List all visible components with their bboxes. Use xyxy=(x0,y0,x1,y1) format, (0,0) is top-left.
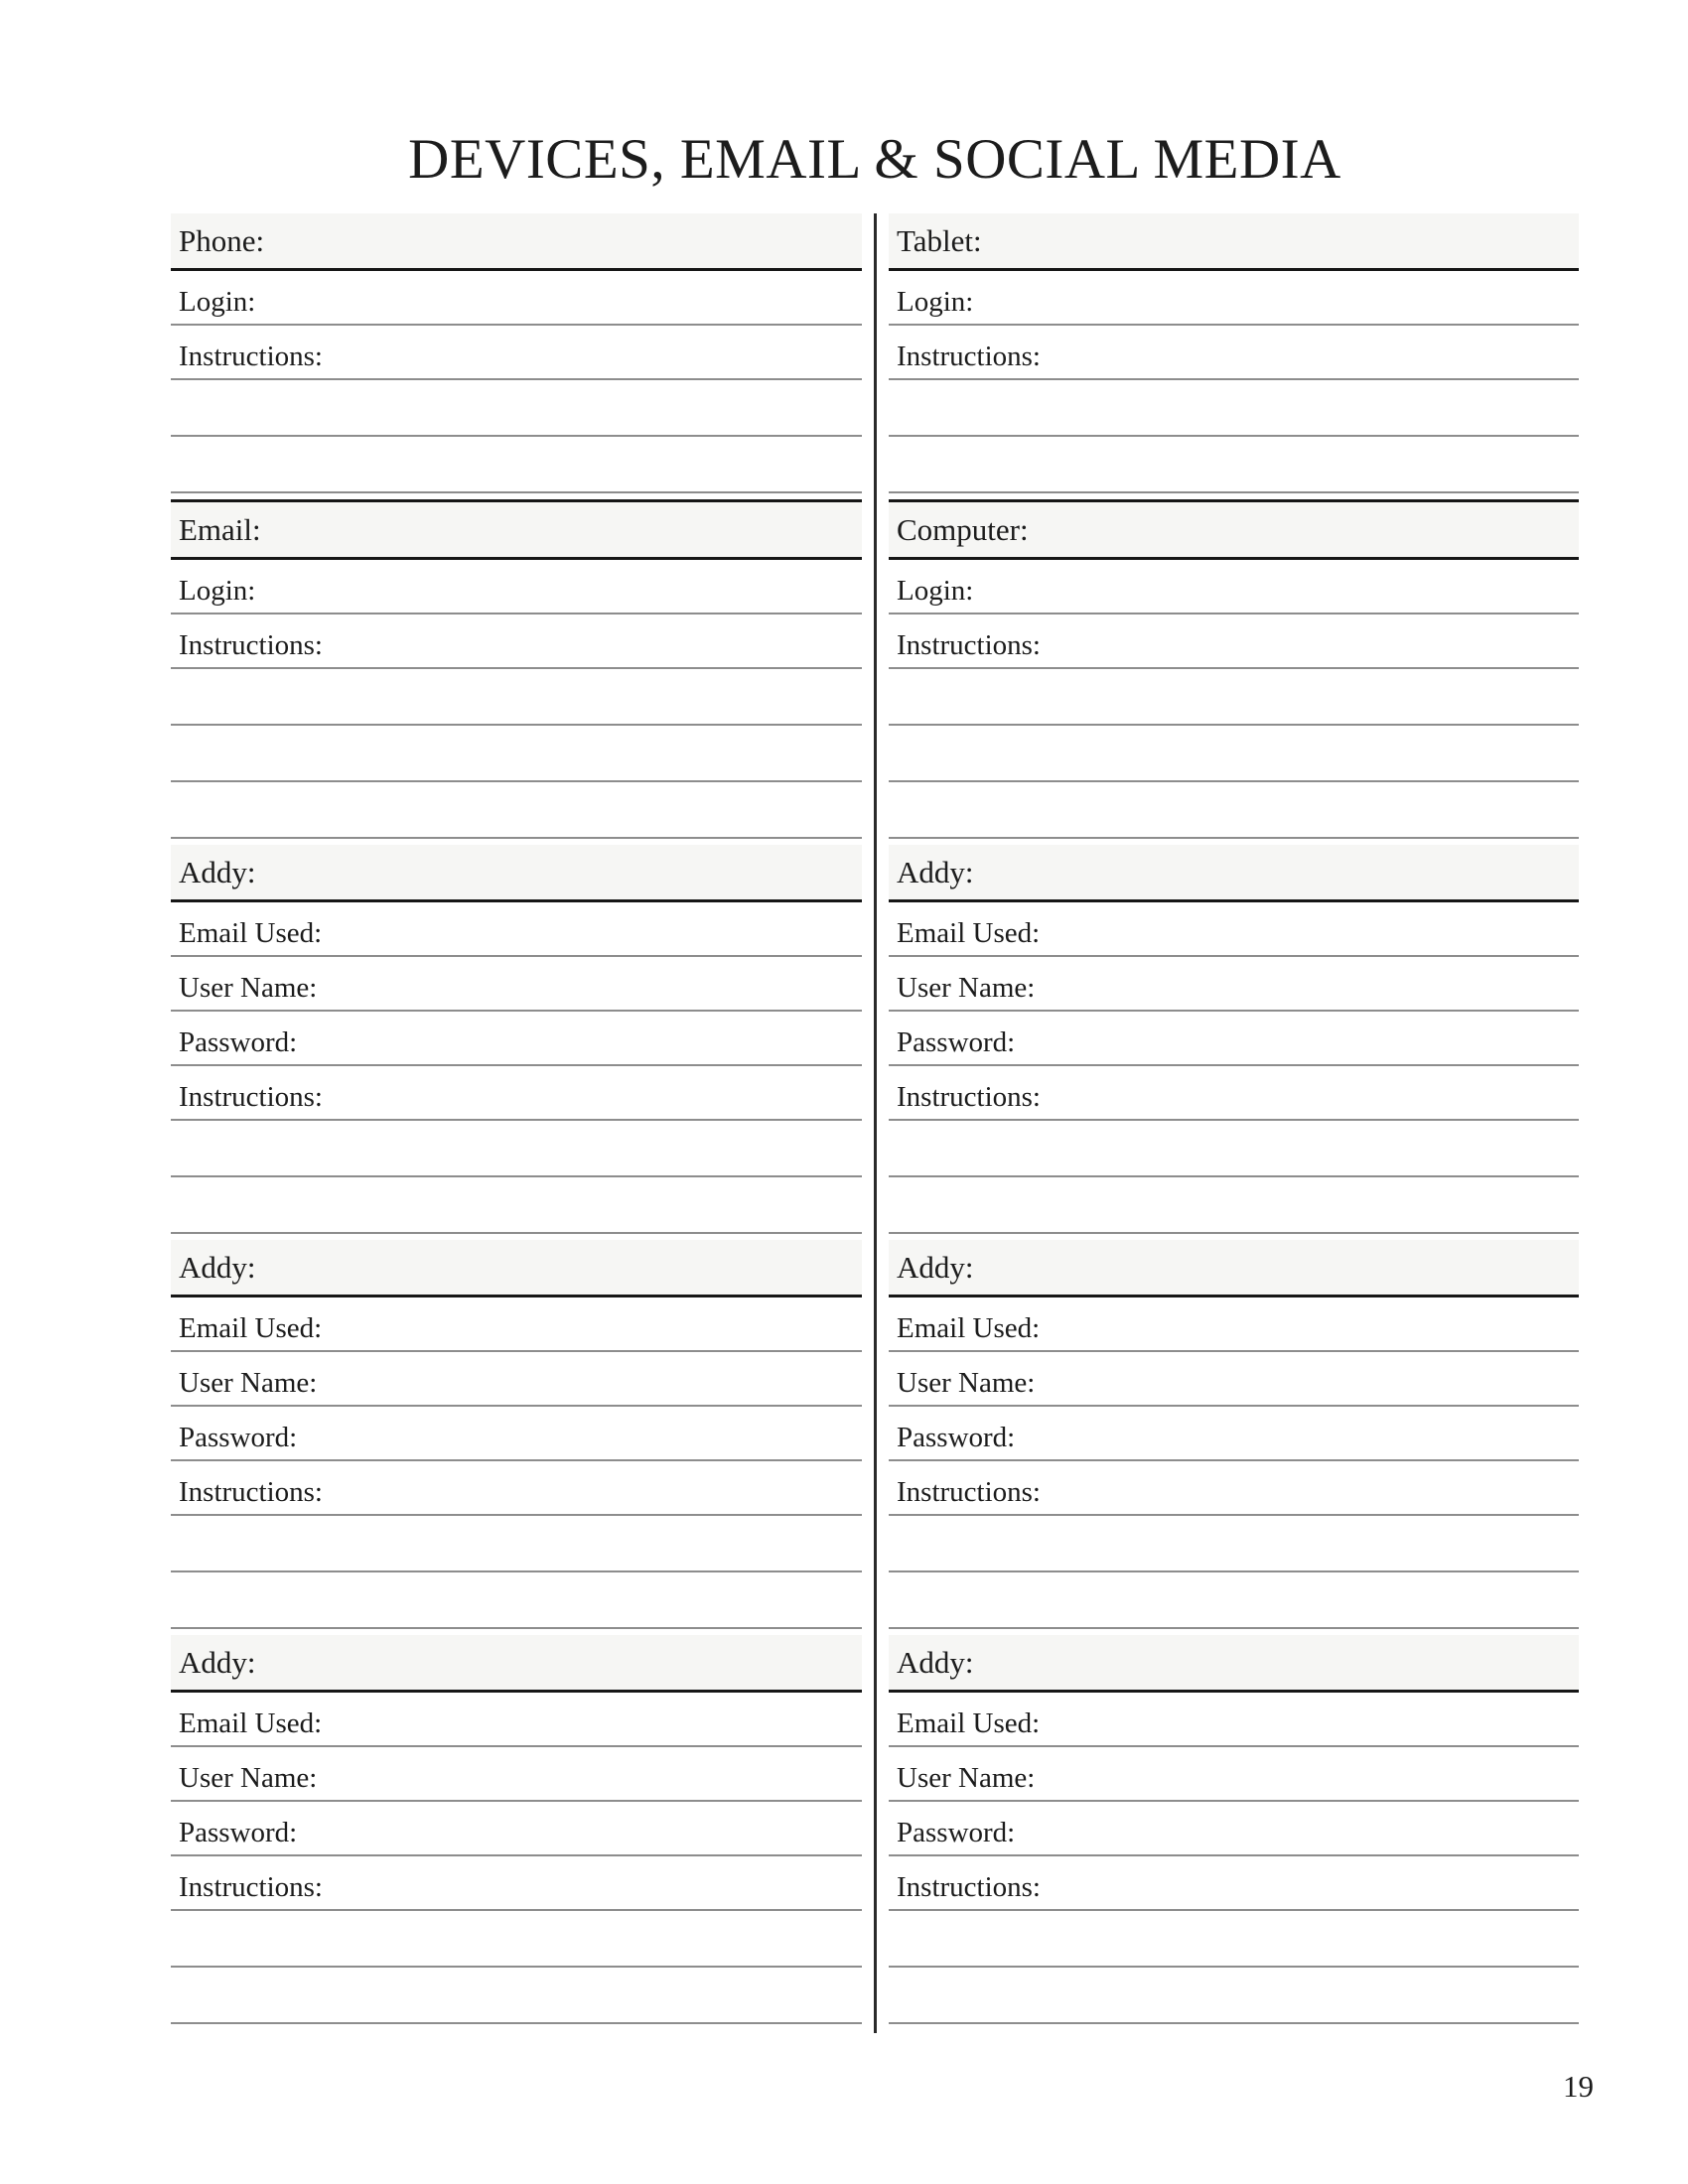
section-heading xyxy=(889,845,1579,902)
field-label: Password: xyxy=(179,1026,298,1058)
field-row-instructions xyxy=(171,1856,862,1911)
field-row-instructions xyxy=(889,614,1579,669)
field-label: Email Used: xyxy=(897,917,1041,949)
left-column xyxy=(171,213,862,2024)
section-heading xyxy=(889,1240,1579,1297)
field-row-password xyxy=(889,1407,1579,1461)
section-heading xyxy=(889,499,1579,560)
blank-write-line xyxy=(171,1911,862,1968)
blank-write-line xyxy=(889,1572,1579,1629)
section-heading-label: Phone: xyxy=(179,222,265,258)
blank-write-line xyxy=(171,1177,862,1234)
field-label: Email Used: xyxy=(179,1707,323,1739)
field-label: Password: xyxy=(897,1817,1016,1848)
blank-write-line xyxy=(171,1968,862,2024)
blank-write-line xyxy=(889,1911,1579,1968)
section-heading xyxy=(171,1240,862,1297)
field-row-user-name xyxy=(171,957,862,1012)
blank-write-line xyxy=(889,669,1579,726)
section-heading xyxy=(171,1635,862,1693)
section-heading-label: Addy: xyxy=(179,1644,256,1680)
field-label: Login: xyxy=(179,575,256,607)
field-label: Instructions: xyxy=(179,1476,323,1508)
field-label: Instructions: xyxy=(897,341,1041,372)
section-addy xyxy=(889,845,1579,1234)
blank-write-line xyxy=(889,782,1579,839)
field-label: Instructions: xyxy=(897,1081,1041,1113)
field-row-password xyxy=(171,1012,862,1066)
section-heading xyxy=(171,845,862,902)
section-tablet xyxy=(889,213,1579,493)
field-label: Email Used: xyxy=(179,917,323,949)
field-row-instructions xyxy=(171,1461,862,1516)
field-label: Email Used: xyxy=(897,1707,1041,1739)
field-row-login xyxy=(889,560,1579,614)
section-addy xyxy=(171,1635,862,2024)
field-label: Instructions: xyxy=(179,629,323,661)
section-heading-label: Addy: xyxy=(179,1249,256,1285)
blank-write-line xyxy=(171,726,862,782)
blank-write-line xyxy=(889,1121,1579,1177)
field-row-user-name xyxy=(889,1352,1579,1407)
section-heading-label: Addy: xyxy=(897,1644,974,1680)
field-row-user-name xyxy=(889,1747,1579,1802)
field-label: User Name: xyxy=(897,1762,1036,1794)
field-row-email-used xyxy=(171,902,862,957)
field-label: Instructions: xyxy=(897,629,1041,661)
section-email xyxy=(171,499,862,839)
field-row-login xyxy=(171,271,862,326)
field-row-instructions xyxy=(889,326,1579,380)
blank-write-line xyxy=(171,782,862,839)
section-addy xyxy=(889,1240,1579,1629)
field-label: User Name: xyxy=(179,972,318,1004)
field-row-instructions xyxy=(889,1461,1579,1516)
field-row-login xyxy=(889,271,1579,326)
section-heading-label: Computer: xyxy=(897,511,1029,547)
section-phone xyxy=(171,213,862,493)
field-row-instructions xyxy=(171,614,862,669)
field-row-instructions xyxy=(889,1066,1579,1121)
blank-write-line xyxy=(889,437,1579,493)
section-heading-label: Addy: xyxy=(179,854,256,889)
field-label: User Name: xyxy=(897,1367,1036,1399)
section-addy xyxy=(171,845,862,1234)
blank-write-line xyxy=(889,1177,1579,1234)
field-label: Instructions: xyxy=(179,1081,323,1113)
field-label: Password: xyxy=(897,1422,1016,1453)
field-label: Email Used: xyxy=(179,1312,323,1344)
blank-write-line xyxy=(171,380,862,437)
field-label: Instructions: xyxy=(897,1476,1041,1508)
blank-write-line xyxy=(171,1572,862,1629)
field-label: User Name: xyxy=(179,1367,318,1399)
field-row-user-name xyxy=(171,1747,862,1802)
field-label: Login: xyxy=(897,286,974,318)
field-row-user-name xyxy=(889,957,1579,1012)
page-number: 19 xyxy=(1563,2069,1594,2104)
blank-write-line xyxy=(889,1516,1579,1572)
field-row-email-used xyxy=(889,902,1579,957)
field-label: User Name: xyxy=(179,1762,318,1794)
field-row-email-used xyxy=(889,1693,1579,1747)
section-computer xyxy=(889,499,1579,839)
field-label: Login: xyxy=(897,575,974,607)
field-row-password xyxy=(171,1407,862,1461)
section-heading-label: Tablet: xyxy=(897,222,982,258)
field-row-email-used xyxy=(171,1693,862,1747)
section-heading xyxy=(889,1635,1579,1693)
field-row-instructions xyxy=(889,1856,1579,1911)
blank-write-line xyxy=(171,437,862,493)
blank-write-line xyxy=(171,1121,862,1177)
field-label: Instructions: xyxy=(897,1871,1041,1903)
section-addy xyxy=(171,1240,862,1629)
field-label: User Name: xyxy=(897,972,1036,1004)
field-row-password xyxy=(171,1802,862,1856)
section-heading xyxy=(171,213,862,271)
field-row-email-used xyxy=(889,1297,1579,1352)
field-label: Instructions: xyxy=(179,341,323,372)
field-row-login xyxy=(171,560,862,614)
field-row-user-name xyxy=(171,1352,862,1407)
field-label: Password: xyxy=(179,1817,298,1848)
field-label: Password: xyxy=(179,1422,298,1453)
field-row-password xyxy=(889,1802,1579,1856)
field-row-instructions xyxy=(171,1066,862,1121)
field-label: Email Used: xyxy=(897,1312,1041,1344)
field-row-instructions xyxy=(171,326,862,380)
blank-write-line xyxy=(889,1968,1579,2024)
blank-write-line xyxy=(889,726,1579,782)
column-divider xyxy=(874,213,877,2033)
section-heading-label: Addy: xyxy=(897,1249,974,1285)
section-heading xyxy=(889,213,1579,271)
section-heading-label: Email: xyxy=(179,511,261,547)
field-label: Login: xyxy=(179,286,256,318)
section-heading-label: Addy: xyxy=(897,854,974,889)
field-label: Password: xyxy=(897,1026,1016,1058)
blank-write-line xyxy=(171,1516,862,1572)
field-row-email-used xyxy=(171,1297,862,1352)
blank-write-line xyxy=(889,380,1579,437)
field-row-password xyxy=(889,1012,1579,1066)
section-heading xyxy=(171,499,862,560)
field-label: Instructions: xyxy=(179,1871,323,1903)
blank-write-line xyxy=(171,669,862,726)
right-column xyxy=(889,213,1579,2024)
page-title: DEVICES, EMAIL & SOCIAL MEDIA xyxy=(408,128,1341,191)
section-addy xyxy=(889,1635,1579,2024)
